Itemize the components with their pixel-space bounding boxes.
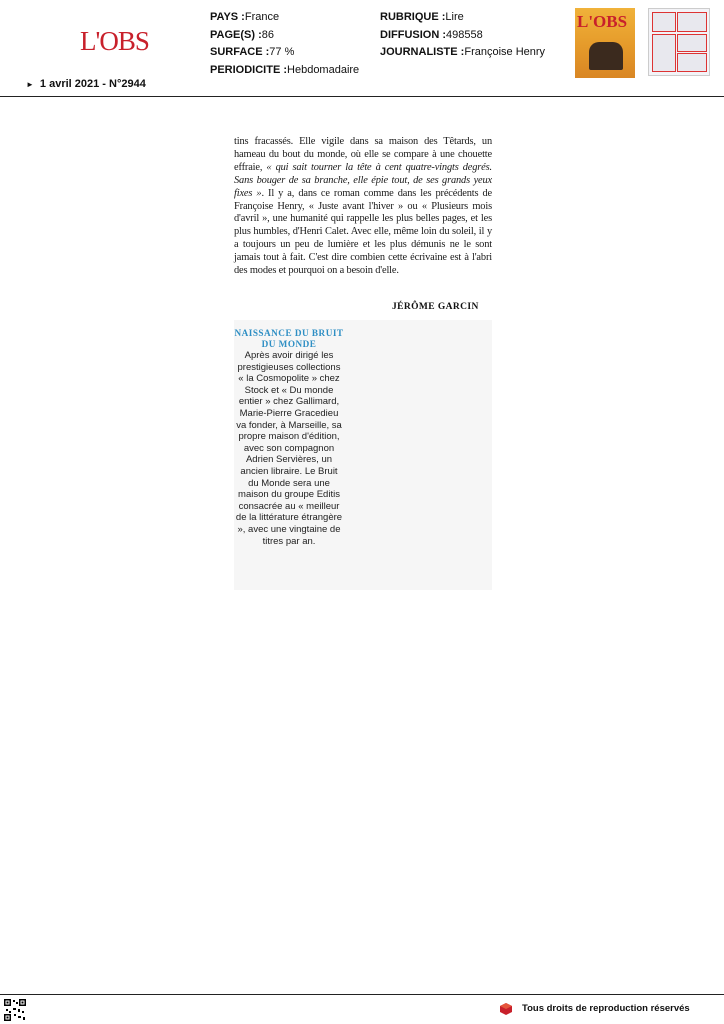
article-quote: « qui sait tourner la tête à cent quatre-vingts degrés. Sans bouger de sa branche, elle épie tout, de ses grands yeux fixes » (234, 161, 492, 199)
meta-pages: PAGE(S) :86 (210, 28, 274, 41)
meta-surface: SURFACE :77 % (210, 46, 295, 58)
copyright-cube-icon (500, 1003, 512, 1015)
page-thumb-block (677, 53, 707, 72)
sidebar-box-body: Après avoir dirigé les prestigieuses collections « la Cosmopolite » chez Stock et « Du monde entier » chez Gallimard, Marie-Pierre Gracedieu va fonder, à Marseille, sa propre maison d'édition, avec son compagnon Adrien Servières, un ancien libraire. Le Bruit du Monde sera une maison du groupe Editis consacrée au « meilleur de la littérature étrangère », avec une vingtaine de titres par an. (235, 350, 343, 547)
page-thumb-block (677, 34, 707, 52)
page-thumb-block (652, 34, 676, 72)
header-divider (0, 96, 724, 97)
issue-date-text: 1 avril 2021 - N°2944 (39, 78, 146, 90)
issue-date (26, 78, 146, 90)
meta-journalist: JOURNALISTE :Françoise Henry (380, 46, 546, 58)
publication-logo: L'OBS (80, 26, 149, 56)
meta-section: RUBRIQUE :Lire (380, 11, 464, 23)
footer-divider (0, 994, 724, 995)
meta-country: PAYS :France (210, 11, 280, 23)
cover-photo (589, 42, 623, 70)
sidebar-box-content (234, 328, 344, 547)
page-thumb-block (652, 12, 676, 32)
article-text-part1: tins fracassés. Elle vigile dans sa maison des Têtards, un hameau du bout du monde, où elle se compare à une chouette effraie, (234, 136, 492, 173)
meta-right (380, 9, 545, 62)
cover-thumbnail[interactable] (575, 8, 635, 78)
cover-title: L'OBS (577, 12, 628, 31)
meta-periodicity: PERIODICITE :Hebdomadaire (210, 63, 360, 76)
rights-notice: Tous droits de reproduction réservés (522, 1003, 690, 1014)
bullet-arrow-icon: ► (26, 80, 34, 89)
meta-circulation: DIFFUSION :498558 (380, 28, 483, 41)
article-author: JÉRÔME GARCIN (392, 302, 479, 312)
sidebar-box (234, 320, 492, 590)
qr-code-icon (4, 999, 26, 1021)
article-text (234, 136, 492, 278)
article-text-part2: . Il y a, dans ce roman comme dans les précédents de Françoise Henry, « Juste avant l'hiver » ou « Plusieurs mois d'avril », une humanité qui rappelle les plus belles pages, et les plus humbles, d'Henri Calet. Avec elle, même loin du soleil, il y a toujours un peu de lumière et les plus démunis ne le sont jamais tout à fait. C'est dire combien cette écrivaine est à l'abri des modes et pourquoi on a besoin d'elle. (234, 187, 492, 277)
sidebar-box-title: NAISSANCE DU BRUIT DU MONDE (234, 328, 344, 349)
page-thumbnail[interactable] (648, 8, 710, 76)
page-thumb-block (677, 12, 707, 32)
meta-left (210, 9, 359, 79)
